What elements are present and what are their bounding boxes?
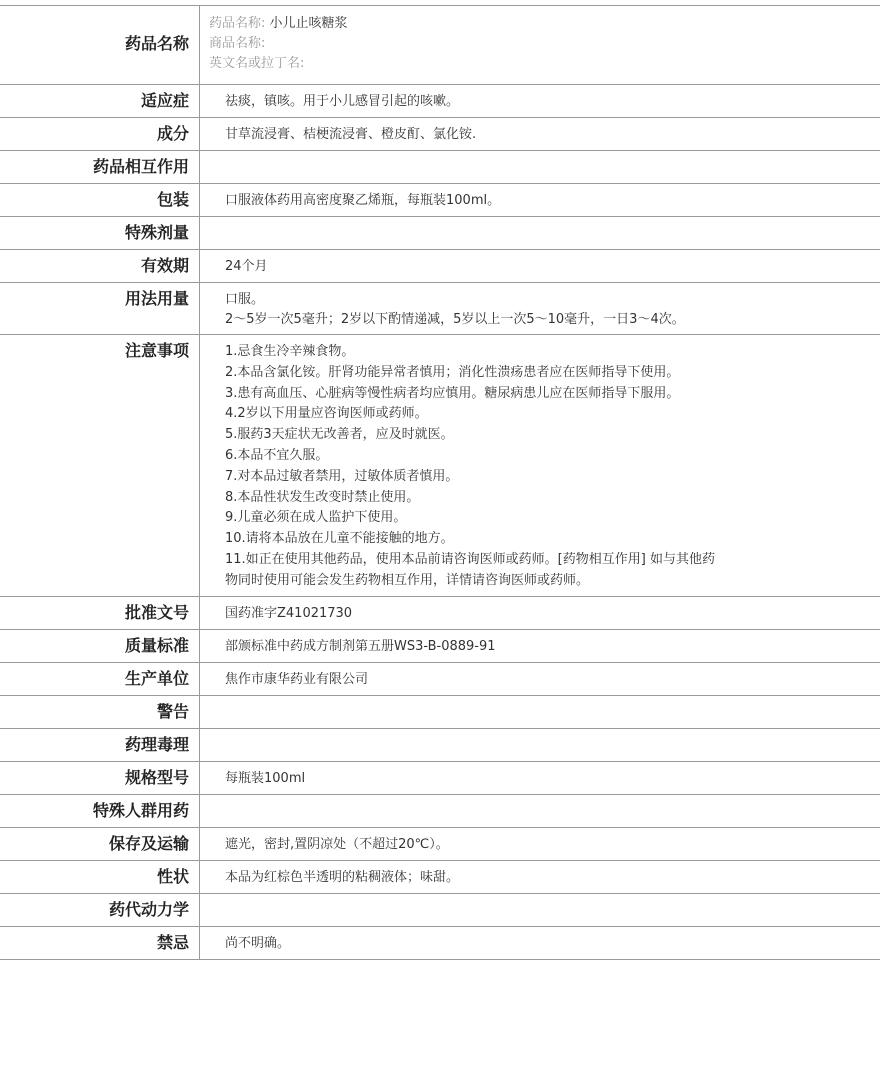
row-pharmacokinetics [0,894,880,927]
row-value [200,696,880,728]
row-usage-dosage [0,283,880,335]
row-value: 遮光，密封,置阴凉处（不超过20℃）。 [225,837,449,852]
row-label: 注意事项 [0,335,200,596]
row-value: 本品为红棕色半透明的粘稠液体；味甜。 [225,870,460,885]
row-value: 国药准字Z41021730 [225,606,353,621]
row-warning [0,696,880,729]
row-value: 部颁标准中药成方制剂第五册WS3-B-0889-91 [225,639,496,654]
row-value: 口服。 2～5岁一次5毫升；2岁以下酌情递减，5岁以上一次5～10毫升，一日3～4次。 [225,292,685,327]
row-value: 每瓶装100ml [225,771,306,786]
drug-name-caption: 药品名称: [209,16,266,31]
row-description [0,861,880,894]
row-label: 质量标准 [0,630,200,662]
row-value: 焦作市康华药业有限公司 [225,672,369,687]
row-label: 药代动力学 [0,894,200,926]
row-label: 警告 [0,696,200,728]
row-approval-number [0,597,880,630]
row-label: 禁忌 [0,927,200,959]
row-label: 特殊人群用药 [0,795,200,827]
row-value [200,729,880,761]
row-label: 保存及运输 [0,828,200,860]
row-label: 性状 [0,861,200,893]
row-label: 药品相互作用 [0,151,200,183]
drug-name-cell [200,6,880,84]
row-indications [0,85,880,118]
english-name-caption: 英文名或拉丁名: [209,56,305,71]
trade-name-caption: 商品名称: [209,36,266,51]
row-label: 适应症 [0,85,200,117]
row-manufacturer [0,663,880,696]
drug-info-table [0,5,880,960]
row-label: 规格型号 [0,762,200,794]
row-value [200,151,880,183]
row-label: 生产单位 [0,663,200,695]
row-packaging [0,184,880,217]
row-label: 批准文号 [0,597,200,629]
row-value: 祛痰，镇咳。用于小儿感冒引起的咳嗽。 [225,94,460,109]
row-shelf-life [0,250,880,283]
row-label: 用法用量 [0,283,200,334]
row-pharmacology-toxicology [0,729,880,762]
row-value [200,894,880,926]
row-drug-name [0,6,880,85]
row-precautions [0,335,880,597]
row-storage-transport [0,828,880,861]
row-label: 特殊剂量 [0,217,200,249]
row-label: 药品名称 [0,6,200,84]
row-label: 成分 [0,118,200,150]
row-value [200,795,880,827]
row-value: 口服液体药用高密度聚乙烯瓶，每瓶装100ml。 [225,193,501,208]
row-label: 包装 [0,184,200,216]
drug-name-value: 小儿止咳糖浆 [269,16,348,31]
row-contraindications [0,927,880,960]
row-value: 尚不明确。 [225,936,291,951]
row-quality-standard [0,630,880,663]
row-value: 24个月 [225,259,268,274]
row-value: 1.忌食生冷辛辣食物。 2.本品含氯化铵。肝肾功能异常者慎用；消化性溃疡患者应在医师指导下使用。 3.患有高血压、心脏病等慢性病者均应慎用。糖尿病患儿应在医师指导下服用。 4.2岁以下用量应咨询医师或药师。 5.服药3天症状无改善者，应及时就医。 6.本品不宜久服。 7.对本品过敏者禁用，过敏体质者慎用。 8.本品性状发生改变时禁止使用。 9.儿童必须在成人监护下使用。 10.请将本品放在儿童不能接触的地方。 11.如正在使用其他药品，使用本品前请咨询医师或药师。[药物相互作用] 如与其他药 物同时使用可能会发生药物相互作用，详情请咨询医师或药师。 [225,344,715,588]
row-value [200,217,880,249]
row-special-populations [0,795,880,828]
row-special-dosage [0,217,880,250]
row-specification [0,762,880,795]
row-ingredients [0,118,880,151]
row-drug-interactions [0,151,880,184]
row-value: 甘草流浸膏、桔梗流浸膏、橙皮酊、氯化铵. [225,127,477,142]
row-label: 有效期 [0,250,200,282]
row-label: 药理毒理 [0,729,200,761]
